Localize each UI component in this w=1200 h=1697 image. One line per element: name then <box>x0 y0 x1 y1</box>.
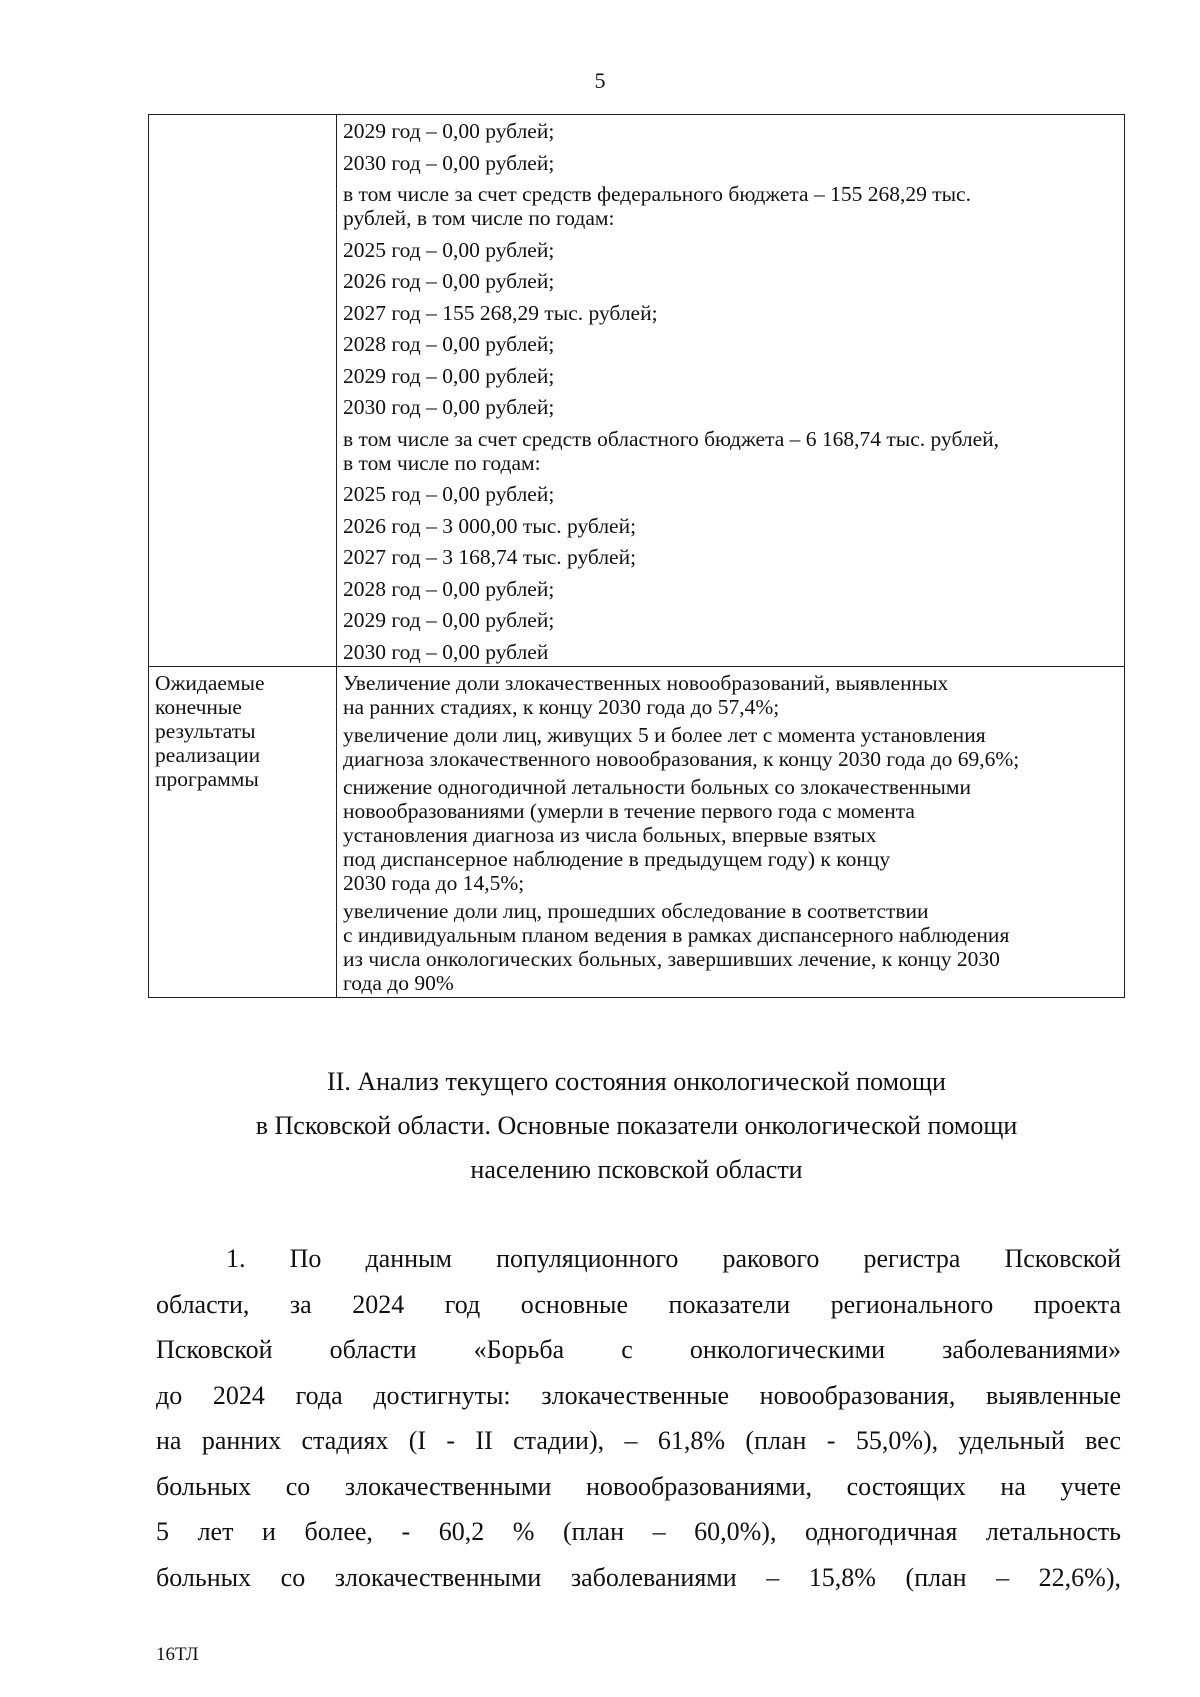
funding-text-line: рублей, в том числе по годам: <box>343 206 615 230</box>
expected-result-line: увеличение доли лиц, прошедших обследование в соответствии <box>343 898 929 923</box>
expected-result-line: под диспансерное наблюдение в предыдущем году) к концу <box>343 846 891 871</box>
funding-line: 2025 год – 0,00 рублей; <box>343 482 555 506</box>
body-line: больных со злокачественными новообразованиями, состоящих на учете <box>156 1471 1121 1501</box>
label-line: реализации <box>155 742 261 767</box>
row-label-empty <box>149 115 337 667</box>
body-line: Псковской области «Борьба с онкологическими заболеваниями» <box>156 1335 1121 1364</box>
body-line: 1. По данным популяционного ракового регистра Псковской <box>226 1244 1121 1273</box>
table-row-funding <box>149 115 1125 667</box>
expected-result-line: диагноза злокачественного новообразования, к концу 2030 года до 69,6%; <box>343 746 1020 771</box>
label-line: результаты <box>155 718 256 743</box>
funding-line: 2026 год – 0,00 рублей; <box>343 269 555 293</box>
expected-result-line: установления диагноза из числа больных, впервые взятых <box>343 822 877 847</box>
expected-result-line: с индивидуальным планом ведения в рамках диспансерного наблюдения <box>343 922 1010 947</box>
funding-line: 2029 год – 0,00 рублей; <box>343 119 555 143</box>
funding-line: 2028 год – 0,00 рублей; <box>343 332 555 356</box>
funding-text-line: в том числе по годам: <box>343 450 541 475</box>
expected-result-line: Увеличение доли злокачественных новообразований, выявленных <box>343 670 949 695</box>
funding-line: 2026 год – 3 000,00 тыс. рублей; <box>343 513 637 538</box>
body-line: 5 лет и более, - 60,2 % (план – 60,0%), одногодичная летальность <box>156 1517 1121 1546</box>
program-passport-table <box>148 114 1125 998</box>
body-line: области, за 2024 год основные показатели регионального проекта <box>156 1289 1121 1319</box>
expected-results-label <box>149 666 337 997</box>
section-title-line: в Псковской области. Основные показатели онкологической помощи <box>255 1111 1018 1140</box>
funding-line: 2027 год – 155 268,29 тыс. рублей; <box>343 300 658 325</box>
label-line: конечные <box>155 694 242 719</box>
funding-text-line: в том числе за счет средств федерального бюджета – 155 268,29 тыс. <box>343 182 971 206</box>
expected-result-line: на ранних стадиях, к концу 2030 года до 57,4%; <box>343 694 780 719</box>
funding-line: 2030 год – 0,00 рублей <box>343 639 549 664</box>
expected-result-item <box>343 671 1118 719</box>
section-title <box>148 1060 1125 1192</box>
expected-result-line: года до 90% <box>343 970 454 995</box>
expected-result-line: снижение одногодичной летальности больных со злокачественными <box>343 774 971 799</box>
funding-line: 2029 год – 0,00 рублей; <box>343 363 555 388</box>
body-line: на ранних стадиях (I - II стадии), – 61,8% (план - 55,0%), удельный вес <box>156 1426 1121 1455</box>
expected-result-item <box>343 899 1118 995</box>
funding-cell <box>337 115 1125 667</box>
expected-result-line: увеличение доли лиц, живущих 5 и более лет с момента установления <box>343 722 986 747</box>
body-line: до 2024 года достигнуты: злокачественные новообразования, выявленные <box>156 1380 1121 1410</box>
label-line: программы <box>155 766 259 791</box>
section-title-line: населению псковской области <box>470 1155 803 1184</box>
body-line: больных со злокачественными заболеваниями – 15,8% (план – 22,6%), <box>156 1562 1121 1592</box>
expected-results-cell <box>337 666 1125 997</box>
funding-text-block <box>343 427 1118 475</box>
funding-text-line: в том числе за счет средств областного бюджета – 6 168,74 тыс. рублей, <box>343 426 1000 451</box>
table-row-expected-results <box>149 666 1125 997</box>
expected-result-line: новообразованиями (умерли в течение первого года с момента <box>343 798 915 823</box>
funding-line: 2030 год – 0,00 рублей; <box>343 395 555 419</box>
body-paragraph <box>156 1236 1121 1600</box>
label-line: Ожидаемые <box>155 670 265 695</box>
section-title-line: II. Анализ текущего состояния онкологической помощи <box>327 1067 946 1096</box>
funding-line: 2030 год – 0,00 рублей; <box>343 150 555 175</box>
funding-line: 2027 год – 3 168,74 тыс. рублей; <box>343 545 637 569</box>
page-number: 5 <box>594 68 606 93</box>
expected-result-line: 2030 года до 14,5%; <box>343 870 525 895</box>
funding-line: 2025 год – 0,00 рублей; <box>343 237 555 262</box>
expected-result-line: из числа онкологических больных, завершивших лечение, к концу 2030 <box>343 946 1000 971</box>
footer-code: 16ТЛ <box>156 1644 199 1665</box>
expected-result-item <box>343 723 1118 771</box>
funding-line: 2028 год – 0,00 рублей; <box>343 576 555 601</box>
expected-result-item <box>343 775 1118 895</box>
funding-line: 2029 год – 0,00 рублей; <box>343 608 555 632</box>
funding-text-block <box>343 182 1118 230</box>
